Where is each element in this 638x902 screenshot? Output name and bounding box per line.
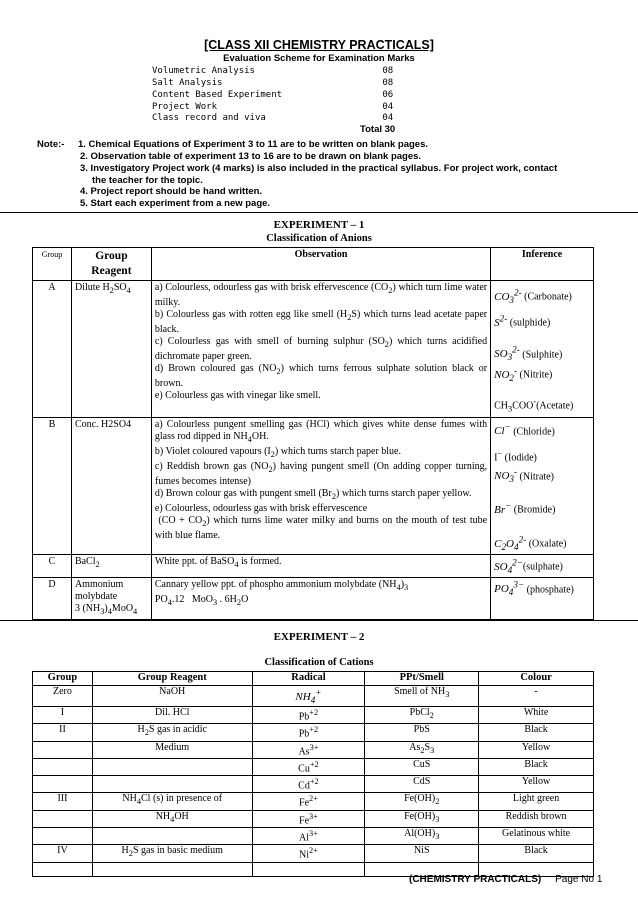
table-cell: Yellow <box>479 741 594 758</box>
scheme-label: Content Based Experiment <box>152 90 283 100</box>
inference-cell <box>491 417 594 554</box>
table-cell: CuS <box>365 758 479 775</box>
observation-item: b) Colourless gas with rotten egg like smell $(H_2S)$ which turns lead acetate paper black. <box>154 309 488 335</box>
scheme-marks: 06 <box>382 90 394 100</box>
column-header: Group <box>33 672 93 686</box>
table-row <box>33 793 594 810</box>
table-cell: $Fe(OH)_2$ <box>365 793 479 810</box>
table-row <box>33 741 594 758</box>
inference-item: $NO_3^-$ (Nitrate) <box>494 466 554 485</box>
scheme-row <box>152 78 412 88</box>
table-row <box>33 828 594 845</box>
scheme-label: Class record and viva <box>152 113 266 123</box>
reagent-cell: Conc. H2SO4 <box>71 417 151 554</box>
table-cell <box>33 810 93 827</box>
divider <box>0 620 638 621</box>
table-cell <box>33 828 93 845</box>
inference-cell <box>491 281 594 418</box>
table-cell: Black <box>479 724 594 741</box>
page-number: Page No 1 <box>555 874 603 885</box>
table-cell: $Cd^{+2}$ <box>252 776 365 793</box>
table-cell <box>33 776 93 793</box>
table-cell: $H_2S$ gas in acidic <box>92 724 252 741</box>
table-cell: IV <box>33 845 93 862</box>
inference-cell: $SO_4^{2-}(sulphate)$ <box>491 554 594 577</box>
table-cell: $Ni^{2+}$ <box>252 845 365 862</box>
observation-cell: White ppt. of BaSO$_4$ is formed. <box>151 554 490 577</box>
page-footer <box>409 874 602 885</box>
experiment-2-title: EXPERIMENT – 2 <box>273 631 365 643</box>
table-cell: Black <box>479 845 594 862</box>
observation-cell <box>151 417 490 554</box>
scheme-label: Project Work <box>152 102 218 112</box>
table-cell: $NH_4^+$ <box>252 686 365 707</box>
observation-item: c) Reddish brown gas $(NO_2)$ having pungent smell (On adding copper turning, fumes becomes intense) <box>154 460 488 487</box>
scheme-row <box>152 90 412 100</box>
table-cell <box>92 758 252 775</box>
table-cell: II <box>33 724 93 741</box>
observation-item: e) Colourless, odourless gas with brisk effervescence <box>154 502 368 514</box>
page-title: [CLASS XII CHEMISTRY PRACTICALS] <box>204 38 434 52</box>
scheme-row <box>152 102 412 112</box>
table-cell: Reddish brown <box>479 810 594 827</box>
table-cell: $NH_4Cl$ (s) in presence of <box>92 793 252 810</box>
note-item: 4. Project report should be hand written. <box>80 186 263 197</box>
table-row <box>33 724 594 741</box>
group-cell: C <box>33 554 72 577</box>
reagent-cell: Dilute $H_2SO_4$ <box>71 281 151 418</box>
table-cell: $As^{3+}$ <box>252 741 365 758</box>
group-cell: B <box>33 417 72 554</box>
scheme-marks: 04 <box>382 102 394 112</box>
column-header: PPt/Smell <box>365 672 479 686</box>
table-cell: PbCl$_2$ <box>365 706 479 723</box>
table-cell: Yellow <box>479 776 594 793</box>
table-cell: Smell of $NH_3$ <box>365 686 479 707</box>
table-cell <box>33 862 93 876</box>
note-prefix: Note:- <box>37 139 65 150</box>
inference-cell: $PO_4^{3-}$ (phosphate) <box>491 577 594 619</box>
observation-item: d) Brown coloured gas $(NO_2)$ which turns ferrous sulphate solution black or brown. <box>154 363 488 389</box>
table-row <box>33 758 594 775</box>
table-cell: $Pb^{+2}$ <box>252 706 365 723</box>
table-cell: $H_2S$ gas in basic medium <box>92 845 252 862</box>
scheme-row <box>152 66 412 76</box>
observation-cell <box>151 281 490 418</box>
column-header: Group <box>33 248 72 281</box>
cations-table <box>32 671 594 877</box>
observation-item: a) Colourless pungent smelling gas (HCl) which gives white dense fumes with glass rod dipped in $NH_4OH$. <box>154 418 488 444</box>
anions-table <box>32 247 594 620</box>
table-cell: NiS <box>365 845 479 862</box>
evaluation-scheme-heading: Evaluation Scheme for Examination Marks <box>223 53 415 64</box>
experiment-2-subtitle: Classification of Cations <box>264 657 374 668</box>
group-cell: A <box>33 281 72 418</box>
table-cell: $Fe^{3+}$ <box>252 810 365 827</box>
inference-item: Br− (Bromide) <box>494 500 556 516</box>
column-header: Inference <box>491 248 594 281</box>
table-cell: - <box>479 686 594 707</box>
observation-item: c) Colourless gas with smell of burning sulphur $(SO_2)$ which turns acidified dichromate paper green. <box>154 336 488 362</box>
column-header: Group Reagent <box>92 672 252 686</box>
column-header: Observation <box>151 248 490 281</box>
table-cell: NaOH <box>92 686 252 707</box>
inference-item: $SO_3^{2-}$ (Sulphite) <box>494 344 563 363</box>
scheme-row <box>152 113 412 123</box>
table-cell <box>92 862 252 876</box>
observation-item: e) Colourless gas with vinegar like smell. <box>154 390 321 401</box>
experiment-1-title: EXPERIMENT – 1 <box>273 219 365 231</box>
scheme-label: Salt Analysis <box>152 78 223 88</box>
table-cell <box>252 862 365 876</box>
table-cell: I <box>33 706 93 723</box>
table-cell: $Al(OH)_3$ <box>365 828 479 845</box>
table-row <box>33 554 594 577</box>
table-header-row <box>33 248 594 281</box>
table-row <box>33 706 594 723</box>
inference-item: $C_2O_4^{2-}$ (Oxalate) <box>494 534 567 552</box>
table-row <box>33 776 594 793</box>
observation-item: $(CO + CO_2)$ which turns lime water milky and burns on the mouth of test tube with blue flame. <box>154 514 488 541</box>
table-row <box>33 281 594 418</box>
table-cell: $Fe^{2+}$ <box>252 793 365 810</box>
scheme-label: Volumetric Analysis <box>152 66 255 76</box>
table-cell: $As_2S_3$ <box>365 741 479 758</box>
reagent-cell: BaCl$_2$ <box>71 554 151 577</box>
table-row <box>33 845 594 862</box>
inference-item: $NO_2^-$ (Nitrite) <box>494 365 553 384</box>
reagent-cell: Ammonium molybdate 3 $(NH_3)_4MoO_4$ <box>71 577 151 619</box>
inference-item: $CO_3^{2-}$ (Carbonate) <box>494 287 572 305</box>
observation-item: d) Brown colour gas with pungent smell $(Br_2)$ which turns starch paper yellow. <box>154 487 472 501</box>
observation-item: a) Colourless, odourless gas with brisk effervescence $(CO_2)$ which turn lime water milky. <box>154 282 488 308</box>
table-cell: $NH_4OH$ <box>92 810 252 827</box>
table-cell <box>92 828 252 845</box>
table-header-row <box>33 672 594 686</box>
table-cell: CdS <box>365 776 479 793</box>
table-row <box>33 686 594 707</box>
table-cell: PbS <box>365 724 479 741</box>
scheme-marks: 04 <box>382 113 394 123</box>
group-cell: D <box>33 577 72 619</box>
table-cell: $Al^{3+}$ <box>252 828 365 845</box>
table-cell: White <box>479 706 594 723</box>
table-cell: Dil. HCl <box>92 706 252 723</box>
table-cell <box>33 741 93 758</box>
scheme-marks: 08 <box>382 66 394 76</box>
table-cell: Light green <box>479 793 594 810</box>
inference-item: $CH_3COO^-(Acetate)$ <box>494 397 574 414</box>
table-cell: $Cu^{+2}$ <box>252 758 365 775</box>
column-header: Group Reagent <box>71 248 151 281</box>
note-item: 2. Observation table of experiment 13 to 16 are to be drawn on blank pages. <box>80 151 422 162</box>
table-cell: Zero <box>33 686 93 707</box>
table-row <box>33 417 594 554</box>
note-item: 3. Investigatory Project work (4 marks) is also included in the practical syllabus. For project work, contact <box>80 163 558 174</box>
table-cell: Gelatinous white <box>479 828 594 845</box>
table-row <box>33 810 594 827</box>
inference-item: I− (Iodide) <box>494 449 537 464</box>
table-cell <box>33 758 93 775</box>
observation-item: b) Violet coloured vapours $(I_2)$ which turns starch paper blue. <box>154 445 401 459</box>
table-row <box>33 577 594 619</box>
table-cell: Medium <box>92 741 252 758</box>
scheme-marks: 08 <box>382 78 394 88</box>
note-item: the teacher for the topic. <box>92 175 203 186</box>
table-cell <box>92 776 252 793</box>
inference-item: Cl− (Chloride) <box>494 421 555 438</box>
footer-label: (CHEMISTRY PRACTICALS) <box>409 874 542 885</box>
divider <box>0 212 638 213</box>
table-cell: Black <box>479 758 594 775</box>
inference-item: $S^{2-}$ (sulphide) <box>494 312 551 329</box>
total-marks: Total 30 <box>360 124 396 135</box>
experiment-1-subtitle: Classification of Anions <box>266 233 372 244</box>
column-header: Radical <box>252 672 365 686</box>
note-item: 5. Start each experiment from a new page. <box>80 198 271 209</box>
table-cell: $Fe(OH)_3$ <box>365 810 479 827</box>
table-cell: III <box>33 793 93 810</box>
column-header: Colour <box>479 672 594 686</box>
observation-cell: Cannary yellow ppt. of phospho ammonium molybdate $(NH_4)_3$ $PO_4.12$ MoO$_3$ . $6H_2O$ <box>151 577 490 619</box>
table-cell: $Pb^{+2}$ <box>252 724 365 741</box>
note-item: 1. Chemical Equations of Experiment 3 to 11 are to be written on blank pages. <box>78 139 429 150</box>
